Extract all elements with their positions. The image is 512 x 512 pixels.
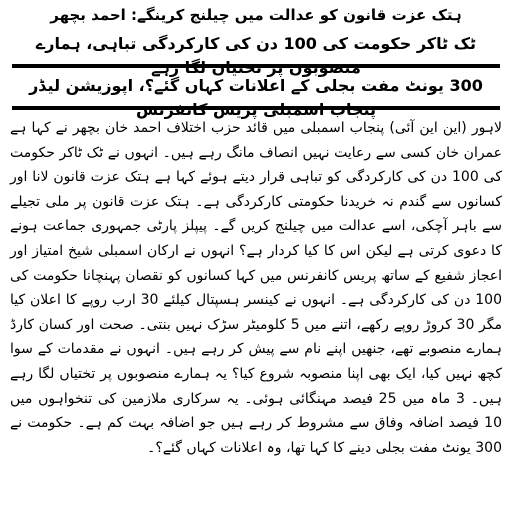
headline-bottom: 300 یونٹ مفت بجلی کے اعلانات کہاں گئے؟، اپوزیشن لیڈر پنجاب اسمبلی پریس کانفرنس bbox=[29, 76, 483, 119]
headline-top: ہتک عزت قانون کو عدالت میں چیلنج کرینگے: احمد بچھر bbox=[50, 6, 462, 24]
headline-middle: ٹک ٹاکر حکومت کی 100 دن کی کارکردگی تباہی، ہمارے منصوبوں پر تختیاں لگا رہے bbox=[35, 34, 477, 77]
article-body: لاہور (این این آئی) پنجاب اسمبلی میں قائد حزب اختلاف احمد خان بچھر نے کہا ہے عمران خان کسی سے رعایت نہیں انصاف مانگ رہے ہیں۔ انہوں نے ٹک ٹاکر حکومت کی 100 دن کی کارکردگی کو تباہی قرار دیتے ہوئے کہا ہے ہتک عزت قانون لانا اور کسانوں سے گندم نہ خریدنا حکومتی کارکردگی ہے۔ ہتک عزت قانون پر ملی تجیلے سے باہر آچکی، اسے عدالت میں چیلنج کریں گے۔ پیپلز پارٹی جمہوری جماعت ہونے کا دعوی کرتی ہے لیکن اس کا کیا کردار ہے؟ انہوں نے ارکان اسمبلی شیخ امتیاز اور اعجاز شفیع کے ساتھ پریس کانفرنس میں کہا کسانوں کو نقصان پہنچانا حکومت کی 100 دن کی کارکردگی ہے۔ انہوں نے کینسر ہسپتال کیلئے 30 ارب روپے کا اعلان کیا مگر 30 کروڑ روپے رکھے، اتنے میں 5 کلومیٹر سڑک نہیں بنتی۔ صحت اور کسان کارڈ ہمارے منصوبے تھے، جنھیں اپنے نام سے پیش کر رہے ہیں۔ انہوں نے مقدمات کے سوا کچھ نہیں کیا، ایک بھی اپنا منصوبہ شروع کیا؟ یہ ہمارے منصوبوں پر تختیاں لگا رہے ہیں۔ 3 ماہ میں 25 فیصد مہنگائی ہوئی۔ یہ سرکاری ملازمین کی تنخواہوں میں 10 فیصد اضافہ وفاق سے مشروط کر رہے ہیں جو اضافہ بہت کم ہے۔ حکومت نے 300 یونٹ مفت بجلی دینے کا کہا تھا، وہ اعلانات کہاں گئے؟۔ bbox=[10, 120, 503, 456]
